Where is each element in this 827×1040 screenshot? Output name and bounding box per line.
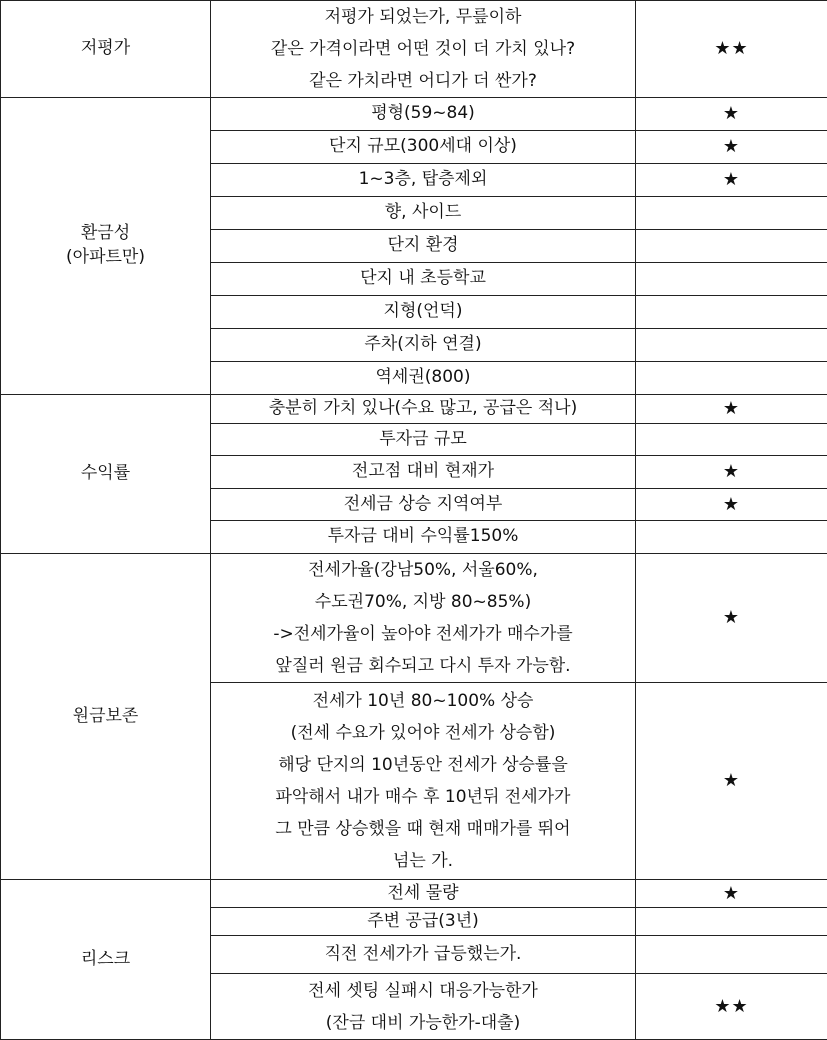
importance-cell [636, 230, 827, 263]
star-rating: ★★ [714, 996, 748, 1017]
category-label: 환금성 [1, 222, 210, 246]
importance-cell [636, 936, 827, 974]
importance-cell [636, 456, 827, 489]
importance-cell [636, 296, 827, 329]
category-label: 리스크 [1, 948, 210, 972]
criterion-text: 충분히 가치 있나(수요 많고, 공급은 적나) [211, 397, 635, 421]
category-label: 원금보존 [1, 705, 210, 729]
criterion-text: 직전 전세가가 급등했는가. [211, 943, 635, 967]
importance-cell [636, 395, 827, 424]
criterion-cell [211, 1, 636, 98]
criterion-text: 투자금 대비 수익률150% [211, 525, 635, 549]
criterion-text: ->전세가율이 높아야 전세가가 매수가를 [211, 618, 635, 650]
criterion-text: 같은 가치라면 어디가 더 싼가? [211, 65, 635, 97]
table-row [1, 880, 827, 908]
criterion-text: 지형(언덕) [211, 300, 635, 324]
importance-cell [636, 974, 827, 1040]
star-rating: ★ [723, 103, 740, 124]
criterion-text: 향, 사이드 [211, 201, 635, 225]
category-label: 수익률 [1, 462, 210, 486]
table-row [1, 1, 827, 98]
criterion-cell [211, 197, 636, 230]
importance-cell [636, 683, 827, 880]
criterion-text: 전세가 10년 80~100% 상승 [211, 685, 635, 717]
star-rating: ★ [723, 169, 740, 190]
criterion-cell [211, 263, 636, 296]
criterion-text: 단지 내 초등학교 [211, 267, 635, 291]
criterion-cell [211, 683, 636, 880]
criterion-text: 역세권(800) [211, 366, 635, 390]
criterion-cell [211, 329, 636, 362]
criterion-cell [211, 98, 636, 131]
criterion-cell [211, 880, 636, 908]
star-rating: ★ [723, 461, 740, 482]
criterion-cell [211, 489, 636, 521]
criterion-text: 그 만큼 상승했을 때 현재 매매가를 뛰어 [211, 813, 635, 845]
category-cell [1, 554, 211, 880]
criterion-text: 평형(59~84) [211, 102, 635, 126]
criterion-text: 앞질러 원금 회수되고 다시 투자 가능함. [211, 650, 635, 682]
criterion-cell [211, 395, 636, 424]
importance-cell [636, 1, 827, 98]
criterion-cell [211, 362, 636, 395]
importance-cell [636, 880, 827, 908]
criterion-text: 주변 공급(3년) [211, 910, 635, 934]
star-rating: ★ [723, 494, 740, 515]
star-rating: ★ [723, 607, 740, 628]
criterion-cell [211, 521, 636, 554]
importance-cell [636, 263, 827, 296]
criterion-cell [211, 424, 636, 456]
importance-cell [636, 329, 827, 362]
criterion-text: 주차(지하 연결) [211, 333, 635, 357]
criterion-text: 단지 규모(300세대 이상) [211, 135, 635, 159]
criterion-text: 같은 가격이라면 어떤 것이 더 가치 있나? [211, 33, 635, 65]
star-rating: ★ [723, 883, 740, 904]
category-cell [1, 98, 211, 395]
criterion-text: 전세 물량 [211, 882, 635, 906]
criterion-text: 전세 셋팅 실패시 대응가능한가 [211, 975, 635, 1007]
category-cell [1, 1, 211, 98]
table-row [1, 98, 827, 131]
star-rating: ★ [723, 136, 740, 157]
importance-cell [636, 424, 827, 456]
criterion-cell [211, 230, 636, 263]
criterion-cell [211, 296, 636, 329]
criterion-text: 단지 환경 [211, 234, 635, 258]
star-rating: ★ [723, 770, 740, 791]
category-cell [1, 880, 211, 1040]
importance-cell [636, 521, 827, 554]
category-cell [1, 395, 211, 554]
table-row [1, 554, 827, 683]
star-rating: ★ [723, 398, 740, 419]
importance-cell [636, 908, 827, 936]
criterion-cell [211, 908, 636, 936]
criterion-text: 투자금 규모 [211, 428, 635, 452]
criterion-text: 전고점 대비 현재가 [211, 460, 635, 484]
importance-cell [636, 489, 827, 521]
importance-cell [636, 197, 827, 230]
criterion-cell [211, 164, 636, 197]
category-label: 저평가 [1, 37, 210, 61]
criterion-cell [211, 456, 636, 489]
category-label: (아파트만) [1, 246, 210, 270]
importance-cell [636, 131, 827, 164]
importance-cell [636, 98, 827, 131]
criterion-text: 전세금 상승 지역여부 [211, 493, 635, 517]
star-rating: ★★ [714, 38, 748, 59]
criterion-text: 전세가율(강남50%, 서울60%, [211, 554, 635, 586]
criterion-text: (전세 수요가 있어야 전세가 상승함) [211, 717, 635, 749]
criterion-text: (잔금 대비 가능한가-대출) [211, 1007, 635, 1039]
importance-cell [636, 554, 827, 683]
criteria-table-body [1, 1, 827, 1040]
importance-cell [636, 362, 827, 395]
criterion-cell [211, 554, 636, 683]
criterion-text: 해당 단지의 10년동안 전세가 상승률을 [211, 749, 635, 781]
criterion-cell [211, 936, 636, 974]
criterion-cell [211, 131, 636, 164]
criterion-text: 1~3층, 탑층제외 [211, 168, 635, 192]
table-row [1, 395, 827, 424]
criterion-text: 파악해서 내가 매수 후 10년뒤 전세가가 [211, 781, 635, 813]
importance-cell [636, 164, 827, 197]
criterion-text: 저평가 되었는가, 무릎이하 [211, 1, 635, 33]
criterion-cell [211, 974, 636, 1040]
criterion-text: 수도권70%, 지방 80~85%) [211, 586, 635, 618]
criterion-text: 넘는 가. [211, 845, 635, 877]
